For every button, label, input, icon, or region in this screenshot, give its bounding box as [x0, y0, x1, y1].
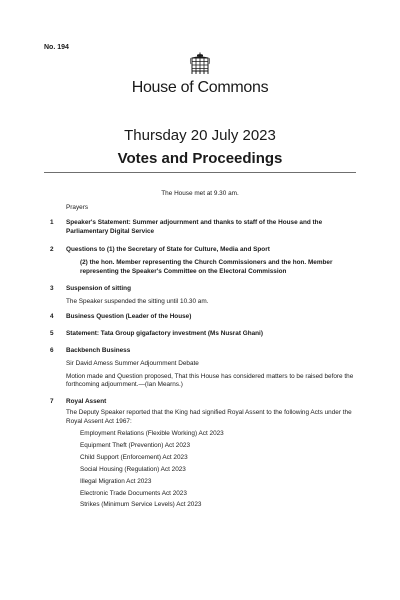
item-number: 6 [50, 347, 54, 354]
list-item [44, 398, 356, 510]
item-text: The Deputy Speaker reported that the King had signified Royal Assent to the following Acts under the Royal Assent Act 1967: [66, 408, 352, 425]
list-item [44, 219, 356, 237]
prayers-text: Prayers [66, 204, 89, 211]
item-number: 5 [50, 330, 54, 337]
item-heading: Royal Assent [66, 398, 107, 405]
item-text: The Speaker suspended the sitting until 10.30 am. [66, 297, 209, 305]
act-title: Electronic Trade Documents Act 2023 [80, 489, 187, 497]
title-divider [44, 172, 356, 173]
item-subheading: (2) the hon. Member representing the Church Commissioners and the hon. Member representing the Speaker's Committee on the Electoral Commission [80, 258, 333, 275]
item-number: 2 [50, 246, 54, 253]
act-title: Employment Relations (Flexible Working) Act 2023 [80, 429, 224, 437]
item-heading: Questions to (1) the Secretary of State for Culture, Media and Sport [66, 246, 270, 253]
list-item [44, 313, 356, 322]
list-item [44, 347, 356, 390]
item-number: 4 [50, 313, 54, 320]
house-met-text: The House met at 9.30 am. [161, 190, 239, 197]
act-title: Equipment Theft (Prevention) Act 2023 [80, 441, 191, 449]
org-name: House of Commons [131, 79, 269, 96]
item-heading: Speaker's Statement: Summer adjournment and thanks to staff of the House and the Parliamentary Digital Service [66, 219, 323, 235]
item-number: 1 [50, 219, 54, 226]
act-title: Child Support (Enforcement) Act 2023 [80, 453, 188, 461]
portcullis-icon [189, 51, 211, 77]
act-title: Social Housing (Regulation) Act 2023 [80, 465, 186, 473]
item-heading: Business Question (Leader of the House) [66, 313, 192, 320]
item-heading: Suspension of sitting [66, 285, 131, 292]
list-item [44, 330, 356, 339]
item-number: 7 [50, 398, 54, 405]
list-item [44, 246, 356, 276]
item-motion-text: Motion made and Question proposed, That this House has considered matters to be raised before the forthcoming adjournment.—(Ian Mearns.) [66, 372, 354, 389]
act-title: Strikes (Minimum Service Levels) Act 2023 [80, 501, 202, 509]
royal-assent-act-list [80, 430, 356, 511]
item-number: 3 [50, 285, 54, 292]
item-text: Sir David Amess Summer Adjournment Debate [66, 359, 199, 367]
list-item [44, 285, 356, 307]
act-title: Illegal Migration Act 2023 [80, 477, 152, 485]
item-heading: Statement: Tata Group gigafactory investment (Ms Nusrat Ghani) [66, 330, 263, 337]
page-title: Votes and Proceedings [117, 150, 283, 167]
item-heading: Backbench Business [66, 347, 131, 354]
document-number: No. 194 [44, 44, 69, 51]
sitting-date: Thursday 20 July 2023 [124, 127, 276, 144]
